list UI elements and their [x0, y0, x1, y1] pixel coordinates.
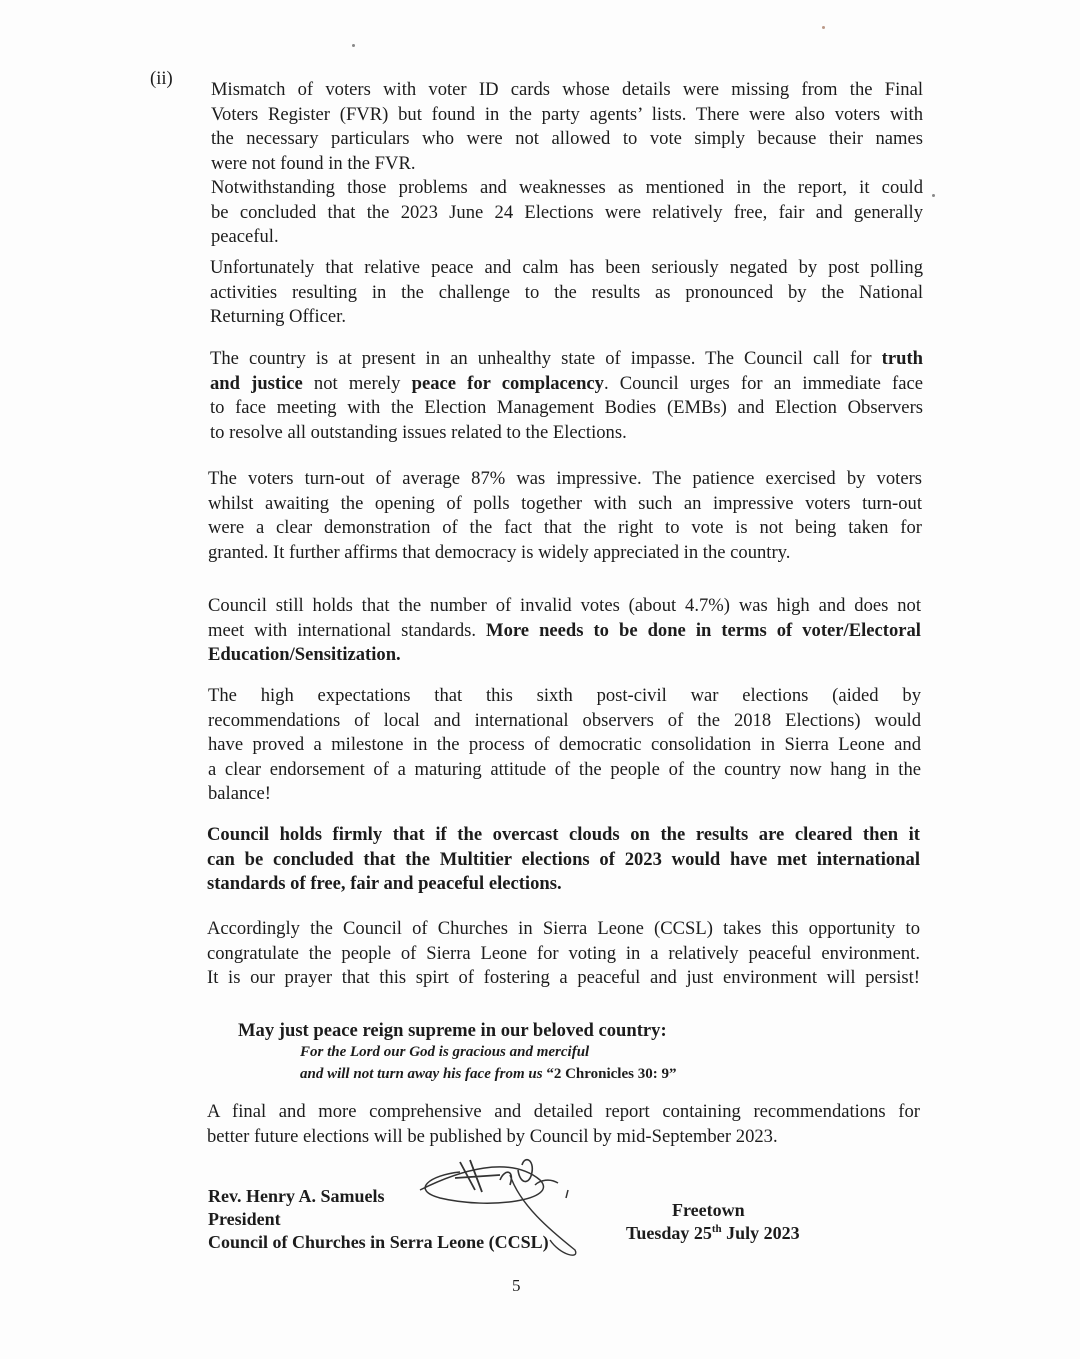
text-line: can be concluded that the Multitier elections of 2023 would have met international [207, 848, 920, 870]
date-rest: July 2023 [721, 1223, 800, 1243]
place: Freetown [672, 1200, 745, 1220]
text-line [208, 619, 921, 644]
text-line: be concluded that the 2023 June 24 Elections were relatively free, fair and generally [211, 201, 923, 223]
text-line: Returning Officer. [210, 306, 346, 328]
scan-speck [932, 194, 935, 197]
paragraph-mismatch [211, 78, 923, 176]
text-line: Voters Register (FVR) but found in the party agents’ lists. There were also voters with [211, 103, 923, 125]
paragraph-invalid-votes [208, 594, 921, 668]
text-line: were a clear demonstration of the fact that the right to vote is not being taken for [208, 517, 922, 539]
date-day: Tuesday 25 [626, 1223, 712, 1243]
text-line: have proved a milestone in the process of democratic consolidation in Sierra Leone and [208, 734, 921, 756]
bold-text: peace for complacency [411, 372, 604, 394]
paragraph-final-report [207, 1100, 920, 1149]
text-segment: The country is at present in an unhealthy state of impasse. The Council call for [210, 348, 882, 369]
text-line: Council still holds that the number of invalid votes (about 4.7%) was high and does not [208, 595, 921, 616]
bold-text: truth [881, 348, 923, 369]
paragraph-impasse [210, 347, 923, 445]
paragraph-unfortunately [210, 256, 923, 330]
text-line: The high expectations that this sixth post-civil war elections (aided by [208, 685, 921, 706]
bold-text: and justice [210, 372, 303, 394]
text-line: to resolve all outstanding issues related to the Elections. [210, 421, 627, 443]
text-line: Council holds firmly that if the overcast clouds on the results are cleared then it [207, 824, 920, 845]
text-line: a clear endorsement of a maturing attitude of the people of the country now hang in the [208, 758, 921, 780]
text-line: to face meeting with the Election Management Bodies (EMBs) and Election Observers [210, 397, 923, 419]
text-line: Accordingly the Council of Churches in Sierra Leone (CCSL) takes this opportunity to [207, 918, 920, 939]
text-line: better future elections will be published by Council by mid-September 2023. [207, 1125, 778, 1147]
text-line: A final and more comprehensive and detailed report containing recommendations for [207, 1101, 920, 1122]
text-segment: and will not turn away his face from us [300, 1066, 547, 1082]
text-line: balance! [208, 783, 271, 805]
text-line: whilst awaiting the opening of polls together with such an impressive voters turn-out [208, 492, 922, 514]
signatory-title: President [208, 1209, 281, 1229]
prayer-heading: May just peace reign supreme in our beloved country: [238, 1020, 667, 1041]
paragraph-accordingly [207, 917, 920, 991]
text-segment: . Council urges for an immediate face [603, 372, 924, 394]
paragraph-holds-firmly [207, 823, 920, 897]
text-line: peaceful. [211, 226, 279, 248]
text-line: the necessary particulars who were not allowed to vote simply because their names [211, 128, 923, 150]
text-line: activities resulting in the challenge to the results as pronounced by the National [210, 281, 923, 303]
paragraph-turnout [208, 467, 922, 565]
date-suffix: th [711, 1223, 722, 1235]
signatory-organization: Council of Churches in Serra Leone (CCSL) [208, 1232, 549, 1252]
text-segment: meet with international standards. [208, 619, 487, 641]
scripture-line [300, 1066, 676, 1083]
bold-text: More needs to be done in terms of voter/Electoral [486, 619, 921, 641]
text-line: Mismatch of voters with voter ID cards whose details were missing from the Final [211, 79, 923, 100]
text-line: congratulate the people of Sierra Leone for voting in a relatively peaceful environment. [207, 942, 920, 964]
page-number: 5 [512, 1276, 521, 1295]
signatory-name: Rev. Henry A. Samuels [208, 1186, 385, 1206]
text-line: granted. It further affirms that democracy is widely appreciated in the country. [208, 541, 791, 563]
item-number: (ii) [150, 68, 173, 89]
text-line: recommendations of local and international observers of the 2018 Elections) would [208, 709, 921, 731]
text-line: It is our prayer that this spirt of fostering a peaceful and just environment will persist! [207, 967, 920, 989]
text-line [210, 347, 923, 372]
text-line: Unfortunately that relative peace and calm has been seriously negated by post polling [210, 257, 923, 278]
text-line: standards of free, fair and peaceful elections. [207, 873, 562, 895]
paragraph-expectations [208, 684, 921, 807]
date [626, 1223, 800, 1244]
text-segment: not merely [302, 372, 412, 394]
scan-speck [352, 44, 355, 47]
bold-text: Education/Sensitization. [208, 644, 401, 666]
text-line: Notwithstanding those problems and weaknesses as mentioned in the report, it could [211, 177, 923, 198]
scripture-line: For the Lord our God is gracious and merciful [300, 1044, 590, 1060]
text-line: The voters turn-out of average 87% was impressive. The patience exercised by voters [208, 468, 922, 489]
text-line [210, 372, 923, 397]
scan-speck [822, 26, 825, 29]
text-line: were not found in the FVR. [211, 152, 416, 174]
scripture-reference: “2 Chronicles 30: 9” [546, 1066, 677, 1082]
paragraph-notwithstanding [211, 176, 923, 250]
